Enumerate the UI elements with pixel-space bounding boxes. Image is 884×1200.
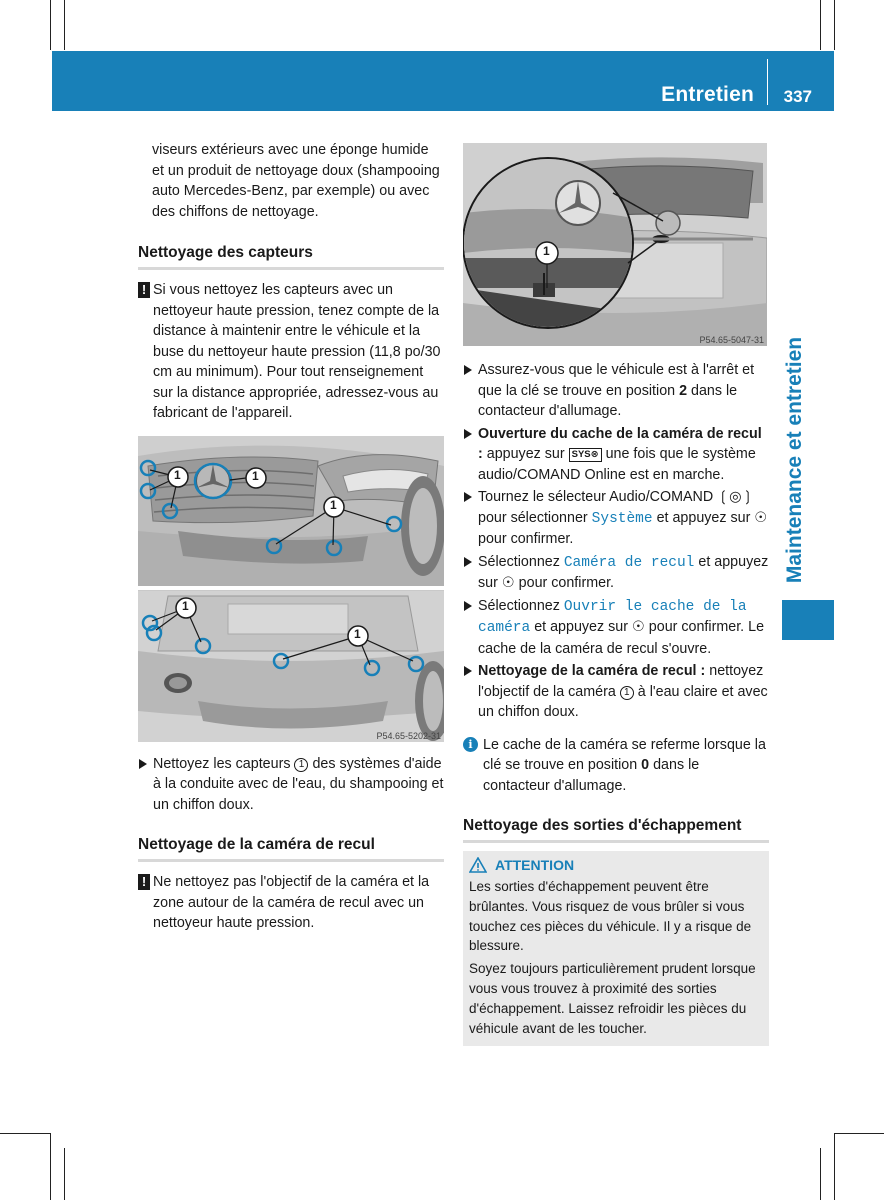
instruction-step bbox=[463, 487, 769, 550]
step-title: Nettoyage de la caméra de recul : bbox=[478, 663, 706, 679]
controller-icon: ❲◎❳ bbox=[717, 489, 754, 505]
press-icon: ☉ bbox=[754, 509, 768, 526]
bullet-arrow-icon bbox=[464, 666, 472, 676]
warning-triangle-icon bbox=[469, 857, 487, 873]
callout-ref: 1 bbox=[620, 686, 634, 700]
key-position: 0 bbox=[641, 757, 650, 773]
attention-text-1: Les sorties d'échappement peuvent être brûlantes. Vous risquez de vous brûler si vous touchez ces pièces du véhicule. Il y a risque de blessure. bbox=[469, 879, 752, 954]
attention-title: ATTENTION bbox=[495, 857, 575, 873]
attention-box bbox=[463, 851, 769, 1046]
figure-code: P54.65-5202-31 bbox=[376, 730, 441, 741]
callout-1: 1 bbox=[354, 626, 361, 641]
camera-illustration bbox=[463, 143, 767, 346]
chapter-tab-label: Maintenance et entretien bbox=[783, 336, 806, 584]
step-text-part: nettoyez l'objectif de la caméra bbox=[478, 663, 764, 700]
step-text-part: Assurez-vous que le véhicule est à l'arrêt et que la clé se trouve en position bbox=[478, 362, 755, 399]
exhaust-heading: Nettoyage des sorties d'échappement bbox=[463, 816, 769, 843]
step-text-part: à l'eau claire et avec un chiffon doux. bbox=[478, 683, 768, 720]
callout-1: 1 bbox=[543, 244, 550, 258]
sensors-warning-text: Si vous nettoyez les capteurs avec un nettoyeur haute pression, tenez compte de la distance à maintenir entre le véhicule et la buse du nettoyeur haute pression (11,8 po/30 cm au minimum). Pour tout renseignement sur la distance appropriée, adressez-vous au fabricant de l'appareil. bbox=[153, 282, 441, 421]
instruction-step bbox=[463, 424, 769, 486]
step-text-part: dans le contacteur d'allumage. bbox=[478, 382, 738, 419]
info-text bbox=[483, 735, 769, 797]
crop-mark bbox=[50, 0, 51, 50]
info-text-part: dans le contacteur d'allumage. bbox=[483, 757, 700, 794]
menu-item-camera: Caméra de recul bbox=[563, 554, 695, 571]
chapter-tab-marker bbox=[782, 600, 834, 640]
bullet-arrow-icon bbox=[464, 601, 472, 611]
crop-mark bbox=[834, 1133, 884, 1134]
sensors-illustration bbox=[138, 436, 444, 742]
instruction-step bbox=[463, 596, 769, 660]
sensors-instruction-text bbox=[153, 754, 444, 816]
camera-warning bbox=[138, 872, 444, 934]
step-text bbox=[478, 487, 769, 550]
step-title: Ouverture du cache de la caméra de recul : bbox=[478, 425, 762, 462]
info-note bbox=[463, 735, 769, 797]
step-text-part: et appuyez sur bbox=[656, 509, 751, 526]
sys-key-label: SYS bbox=[571, 449, 591, 460]
instruction-text: Nettoyez les capteurs bbox=[153, 755, 291, 772]
key-position: 2 bbox=[679, 382, 688, 399]
crop-mark bbox=[64, 0, 65, 50]
info-icon: i bbox=[463, 737, 478, 752]
left-column bbox=[138, 140, 444, 934]
page-number: 337 bbox=[783, 87, 812, 106]
instruction-step bbox=[463, 360, 769, 422]
instruction-step bbox=[463, 552, 769, 594]
callout-ref: 1 bbox=[294, 758, 308, 772]
camera-heading: Nettoyage de la caméra de recul bbox=[138, 835, 444, 862]
figure-code: P54.65-5047-31 bbox=[699, 335, 764, 345]
step-text-part: pour confirmer. bbox=[518, 575, 615, 591]
header-divider bbox=[767, 59, 768, 105]
step-text-part: Tournez le sélecteur Audio/COMAND bbox=[478, 489, 714, 505]
bullet-arrow-icon bbox=[139, 759, 147, 769]
step-text-part: une fois que le système audio/COMAND Online est en marche. bbox=[478, 446, 756, 483]
info-text-part: Le cache de la caméra se referme lorsque la clé se trouve en position bbox=[483, 736, 766, 773]
sensors-warning bbox=[138, 280, 444, 424]
step-text-part: pour confirmer. Le cache de la caméra de recul s'ouvre. bbox=[478, 619, 765, 657]
step-text-part: pour sélectionner bbox=[478, 509, 588, 526]
warning-icon: ! bbox=[138, 282, 150, 298]
step-text-part: pour confirmer. bbox=[478, 531, 574, 547]
step-text bbox=[478, 596, 769, 660]
sys-key-icon: SYS⊗ bbox=[569, 448, 602, 462]
attention-header bbox=[469, 857, 763, 873]
right-column bbox=[463, 140, 769, 1046]
callout-1: 1 bbox=[330, 497, 337, 512]
press-icon: ☉ bbox=[631, 619, 645, 635]
rear-camera-drawing bbox=[463, 143, 767, 346]
step-text-part: et appuyez sur bbox=[534, 619, 628, 635]
callout-1: 1 bbox=[174, 467, 181, 482]
crop-mark bbox=[0, 1133, 50, 1134]
step-text-part: Sélectionnez bbox=[478, 553, 560, 570]
callout-1: 1 bbox=[252, 468, 259, 483]
section-title: Entretien bbox=[661, 83, 754, 106]
menu-item-systeme: Système bbox=[591, 510, 653, 527]
bullet-arrow-icon bbox=[464, 365, 472, 375]
bullet-arrow-icon bbox=[464, 429, 472, 439]
crop-mark bbox=[834, 0, 835, 50]
step-text bbox=[478, 360, 769, 422]
instruction-text: des systèmes d'aide à la conduite avec de l'eau, du shampooing et un chiffon doux. bbox=[153, 755, 444, 813]
bullet-arrow-icon bbox=[464, 492, 472, 502]
sensors-instruction bbox=[138, 754, 444, 816]
bumper-sensors-drawing bbox=[138, 436, 444, 742]
sensors-heading: Nettoyage des capteurs bbox=[138, 243, 444, 270]
page-header bbox=[52, 51, 834, 111]
step-text bbox=[478, 424, 769, 486]
menu-item-open-cover: Ouvrir le cache de la caméra bbox=[478, 598, 747, 636]
step-text-part: Sélectionnez bbox=[478, 597, 560, 614]
crop-mark bbox=[834, 1133, 835, 1200]
step-text-part: et appuyez sur bbox=[478, 553, 769, 591]
press-icon: ☉ bbox=[501, 575, 515, 591]
intro-paragraph: viseurs extérieurs avec une éponge humide et un produit de nettoyage doux (shampooing auto Mercedes-Benz, par exemple) ou avec des chiffons de nettoyage. bbox=[152, 142, 440, 220]
attention-text-2: Soyez toujours particulièrement prudent lorsque vous vous trouvez à proximité des sorties d'échappement. Laissez refroidir les pièces du véhicule avant de les toucher. bbox=[469, 961, 756, 1036]
crop-mark bbox=[820, 1148, 821, 1200]
camera-warning-text: Ne nettoyez pas l'objectif de la caméra et la zone autour de la caméra de recul avec un nettoyeur haute pression. bbox=[153, 874, 430, 931]
bullet-arrow-icon bbox=[464, 557, 472, 567]
warning-icon: ! bbox=[138, 874, 150, 890]
step-text bbox=[478, 661, 769, 723]
crop-mark bbox=[820, 0, 821, 50]
instruction-step bbox=[463, 661, 769, 723]
crop-mark bbox=[64, 1148, 65, 1200]
step-text-part: appuyez sur bbox=[486, 446, 565, 462]
callout-1: 1 bbox=[182, 598, 189, 613]
step-text bbox=[478, 552, 769, 594]
crop-mark bbox=[50, 1133, 51, 1200]
